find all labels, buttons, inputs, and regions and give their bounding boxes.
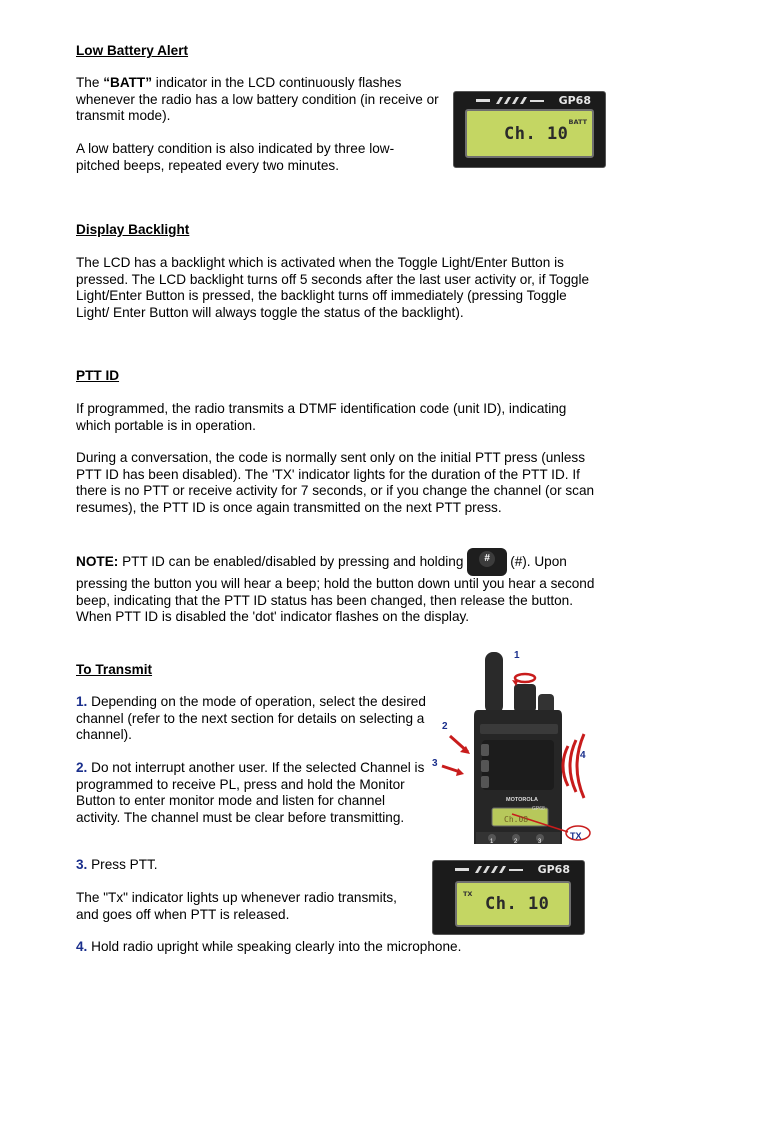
note-label: NOTE: [76,554,119,569]
transmit-step-1: 1. Depending on the mode of operation, select the desired channel (refer to the next section for details on selecting a channel). [76,694,426,742]
backlight-paragraph: The LCD has a backlight which is activated when the Toggle Light/Enter Button is pressed. The LCD backlight turns off 5 seconds after the last user activity or, if Toggle Light/Enter Button is pressed, the backlight turns off immediately (pressing Toggle Light/ Enter Button will always toggle the status of the backlight). [76,255,590,320]
section-heading-transmit: To Transmit [76,662,153,677]
callout-1: 1 [514,650,520,661]
lcd-header [433,864,584,876]
lcd-header [454,95,605,107]
radio-key-1: 1 [490,839,494,845]
ptt-id-paragraph-1: If programmed, the radio transmits a DTMF identification code (unit ID), indicating which portable is in operation. [76,401,567,433]
ptt-id-note: NOTE: PTT ID can be enabled/disabled by pressing and holding # (#). Upon pressing the button you will hear a beep; hold the button down until you hear a second beep, indicating that the PTT ID status has been changed, then release the button. When PTT ID is disabled the 'dot' indicator flashes on the display. [76,548,596,626]
radio-screen-channel: Ch.08 [504,815,529,824]
transmit-step-2: 2. Do not interrupt another user. If the selected Channel is programmed to receive PL, press and hold the Monitor Button to enter monitor mode and listen for channel activity. The channel must be clear before transmitting. [76,760,425,825]
section-heading-low-battery: Low Battery Alert [76,43,189,58]
section-heading-backlight: Display Backlight [76,222,190,237]
radio-model: GP68 [532,806,545,812]
callout-2: 2 [442,721,448,732]
signal-bars-icon [455,866,525,874]
signal-bars-icon [476,97,546,105]
batt-indicator: BATT [568,118,587,126]
transmit-step-3: 3. Press PTT. [76,857,158,872]
radio-brand: MOTOROLA [506,797,538,803]
lcd-model-label: GP68 [558,94,591,107]
low-battery-paragraph-1: The “BATT” indicator in the LCD continuously flashes whenever the radio has a low battery condition (in receive or transmit mode). [76,75,439,123]
lcd-batt-image [453,91,606,168]
radio-illustration [430,648,600,848]
lcd-screen [455,881,571,927]
transmit-step-4: 4. Hold radio upright while speaking clearly into the microphone. [76,939,462,954]
transmit-tx-paragraph: The "Tx" indicator lights up whenever radio transmits, and goes off when PTT is released. [76,890,397,922]
lcd-tx-image [432,860,585,935]
low-battery-paragraph-2: A low battery condition is also indicated by three low-pitched beeps, repeated every two minutes. [76,141,395,173]
hash-button-icon: # [467,548,507,576]
lcd-channel-text: Ch. 10 [485,894,550,914]
section-heading-ptt-id: PTT ID [76,368,120,383]
tx-callout-label: TX [570,831,582,841]
tx-indicator: TX [463,890,473,898]
lcd-channel-text: Ch. 10 [504,124,569,144]
lcd-model-label: GP68 [537,863,570,876]
ptt-id-paragraph-2: During a conversation, the code is normally sent only on the initial PTT press (unless PTT ID has been disabled). The 'TX' indicator lights for the duration of the PTT ID. If there is no PTT or receive activity for 7 seconds, or if you change the channel (or scan resumes), the PTT ID is once again transmitted on the next PTT press. [76,450,595,515]
callout-4: 4 [580,750,586,761]
radio-key-2: 2 [514,839,518,845]
callout-3: 3 [432,758,438,769]
lcd-screen [465,109,594,158]
radio-key-3: 3 [538,839,542,845]
